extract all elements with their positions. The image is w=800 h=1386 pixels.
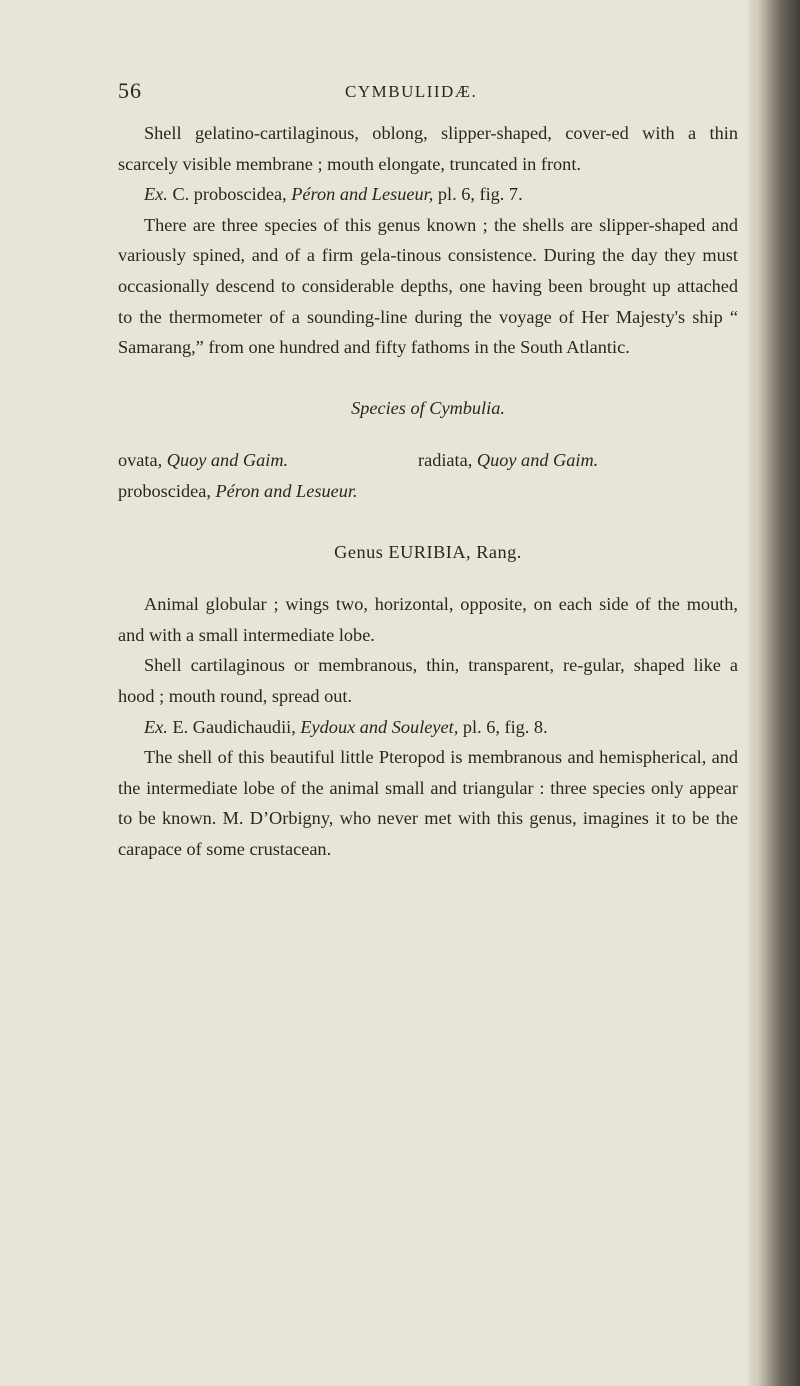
example-label: Ex. <box>144 184 168 205</box>
paragraph-5: The shell of this beautiful little Pteropod is membranous and hemispherical, and the intermediate lobe of the animal small and triangular : three species only appear to be known. M. D’Orbigny, who never met with this genus, imagines it to be the carapace of some crustacean. <box>118 747 738 859</box>
species-heading: Species of Cymbulia. <box>351 397 505 418</box>
example-label: Ex. <box>144 716 168 737</box>
example-species: E. Gaudichaudii, <box>172 716 296 737</box>
example-line-1 <box>118 179 738 210</box>
example-line-2 <box>118 712 738 743</box>
genus-heading: Genus EURIBIA, Rang. <box>334 541 522 562</box>
species-entry <box>418 445 598 476</box>
example-authors: Péron and Lesueur, <box>291 184 434 205</box>
page-header <box>0 78 760 108</box>
species-name: radiata, <box>418 450 473 471</box>
example-authors: Eydoux and Souleyet, <box>300 716 459 737</box>
example-ref: pl. 6, fig. 8. <box>462 716 548 737</box>
running-head: CYMBULIIDÆ. <box>345 82 478 101</box>
species-authority: Quoy and Gaim. <box>166 450 289 471</box>
species-authority: Péron and Lesueur. <box>215 480 358 501</box>
page-shadow <box>746 0 756 1386</box>
page-number: 56 <box>118 78 142 103</box>
intro-paragraph: Shell gelatino-cartilaginous, oblong, slipper-shaped, cover-ed with a thin scarcely visible membrane ; mouth elongate, truncated in front. <box>118 123 738 174</box>
paragraph-4: Shell cartilaginous or membranous, thin, transparent, re-gular, shaped like a hood ; mouth round, spread out. <box>118 655 738 706</box>
paragraph-2: There are three species of this genus known ; the shells are slipper-shaped and variously spined, and of a firm gela-tinous consistence. During the day they must occasionally descend to considerable depths, one having been brought up attached to the thermometer of a sounding-line during the voyage of Her Majesty's ship “ Samarang,” from one hundred and fifty fathoms in the South Atlantic. <box>118 214 738 358</box>
species-row-2 <box>118 476 738 507</box>
species-name: ovata, <box>118 450 163 471</box>
paragraph-3: Animal globular ; wings two, horizontal, opposite, on each side of the mouth, and with a small intermediate lobe. <box>118 594 738 645</box>
book-binding <box>756 0 800 1386</box>
species-authority: Quoy and Gaim. <box>476 450 599 471</box>
species-entry <box>118 445 288 476</box>
species-entry <box>118 476 358 507</box>
species-row-1 <box>118 445 738 476</box>
species-name: proboscidea, <box>118 480 211 501</box>
example-species: C. proboscidea, <box>172 184 287 205</box>
example-ref: pl. 6, fig. 7. <box>437 184 523 205</box>
body-text <box>118 118 738 864</box>
